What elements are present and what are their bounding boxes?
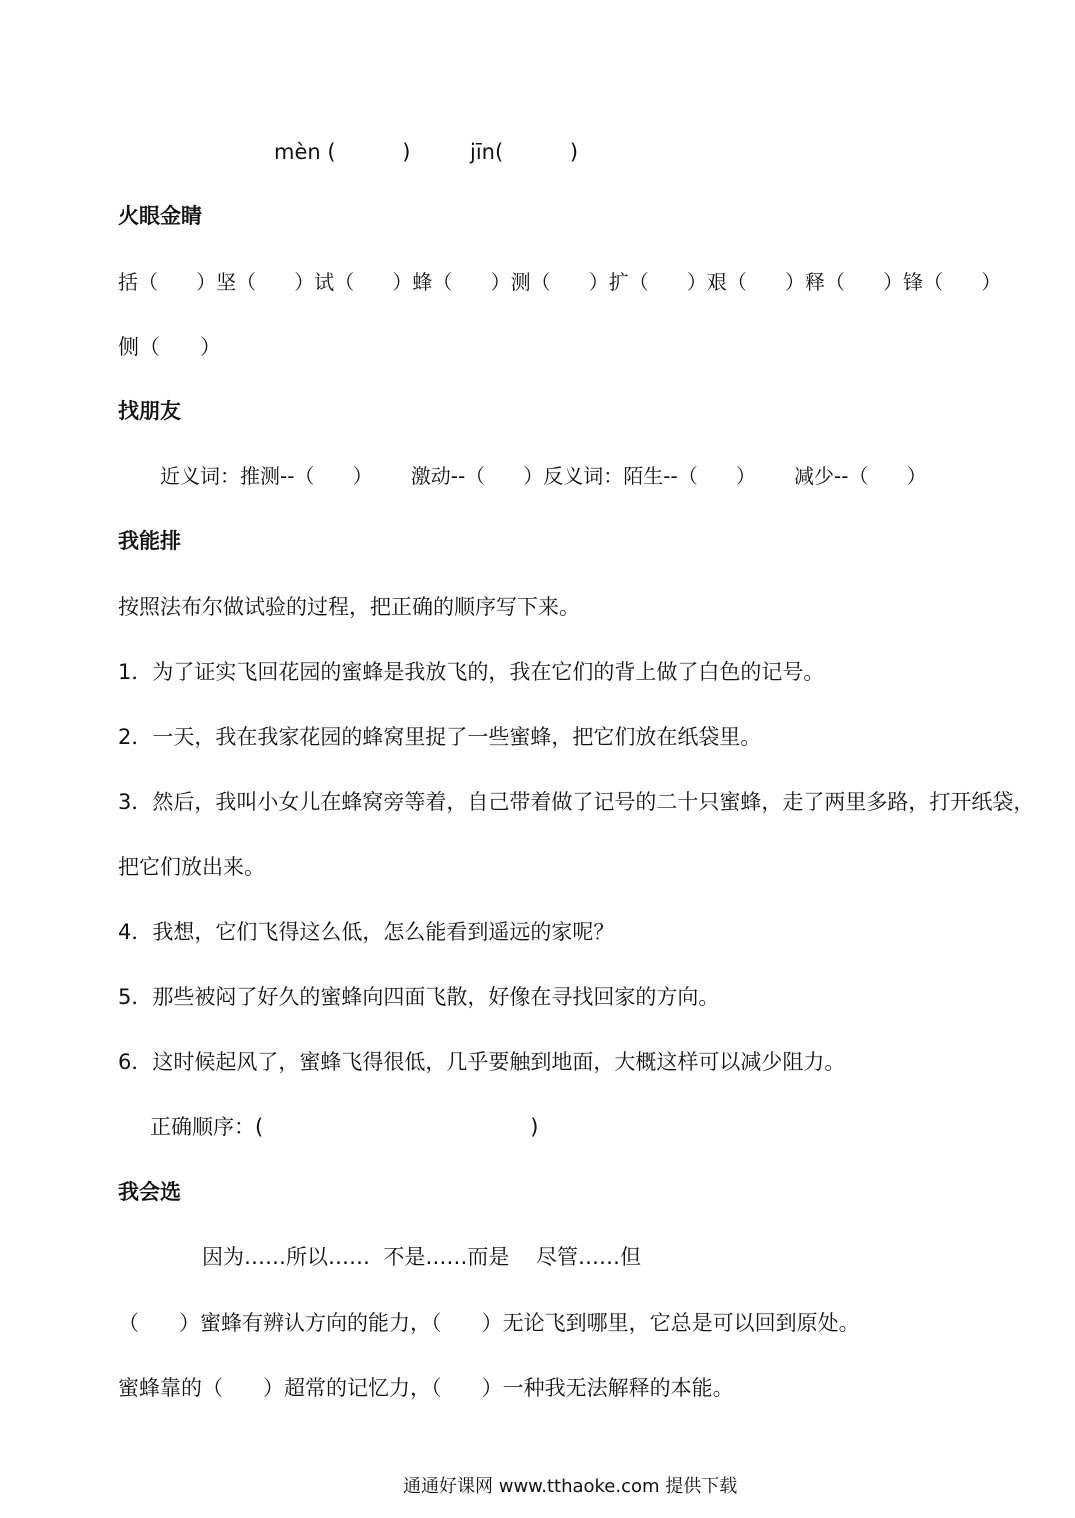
list-item: 把它们放出来。 (118, 855, 265, 879)
fill-sentence-1: （ ）蜜蜂有辨认方向的能力，（ ）无论飞到哪里，它总是可以回到原处。 (118, 1311, 860, 1335)
fill-sentence-2: 蜜蜂靠的（ ）超常的记忆力，（ ）一种我无法解释的本能。 (118, 1376, 734, 1400)
answer-line: 正确顺序：( ) (150, 1115, 539, 1139)
char-row-1: 括（ ）坚（ ）试（ ）蜂（ ）测（ ）扩（ ）艰（ ）释（ ）锋（ ） (118, 270, 1002, 294)
list-item: 1．为了证实飞回花园的蜜蜂是我放飞的，我在它们的背上做了白色的记号。 (118, 660, 825, 684)
section-title-wonengpai: 我能排 (118, 529, 181, 553)
char-row-2: 侧（ ） (118, 335, 222, 359)
instruction: 按照法布尔做试验的过程，把正确的顺序写下来。 (118, 595, 580, 619)
footer-text: 通通好课网 www.tthaoke.com 提供下载 (403, 1476, 738, 1497)
pinyin-jin: jīn( ) (470, 140, 579, 164)
list-item: 5．那些被闷了好久的蜜蜂向四面飞散，好像在寻找回家的方向。 (118, 985, 720, 1009)
list-item: 4．我想，它们飞得这么低，怎么能看到遥远的家呢？ (118, 920, 615, 944)
conjunction-options: 因为……所以…… 不是……而是 尽管……但 (202, 1245, 642, 1269)
section-title-wohuixuan: 我会选 (118, 1180, 181, 1204)
section-title-huoyanjinjing: 火眼金睛 (118, 204, 202, 228)
synonym-antonym-line: 近义词：推测--（ ） 激动--（ ）反义词：陌生--（ ） 减少--（ ） (160, 464, 927, 488)
section-title-zhaopengyou: 找朋友 (118, 399, 181, 423)
list-item: 3．然后，我叫小女儿在蜂窝旁等着，自己带着做了记号的二十只蜜蜂，走了两里多路，打开纸袋， (118, 790, 1035, 814)
list-item: 6．这时候起风了，蜜蜂飞得很低，几乎要触到地面，大概这样可以减少阻力。 (118, 1050, 846, 1074)
list-item: 2．一天，我在我家花园的蜂窝里捉了一些蜜蜂，把它们放在纸袋里。 (118, 725, 762, 749)
pinyin-men: mèn ( ) (274, 140, 411, 164)
